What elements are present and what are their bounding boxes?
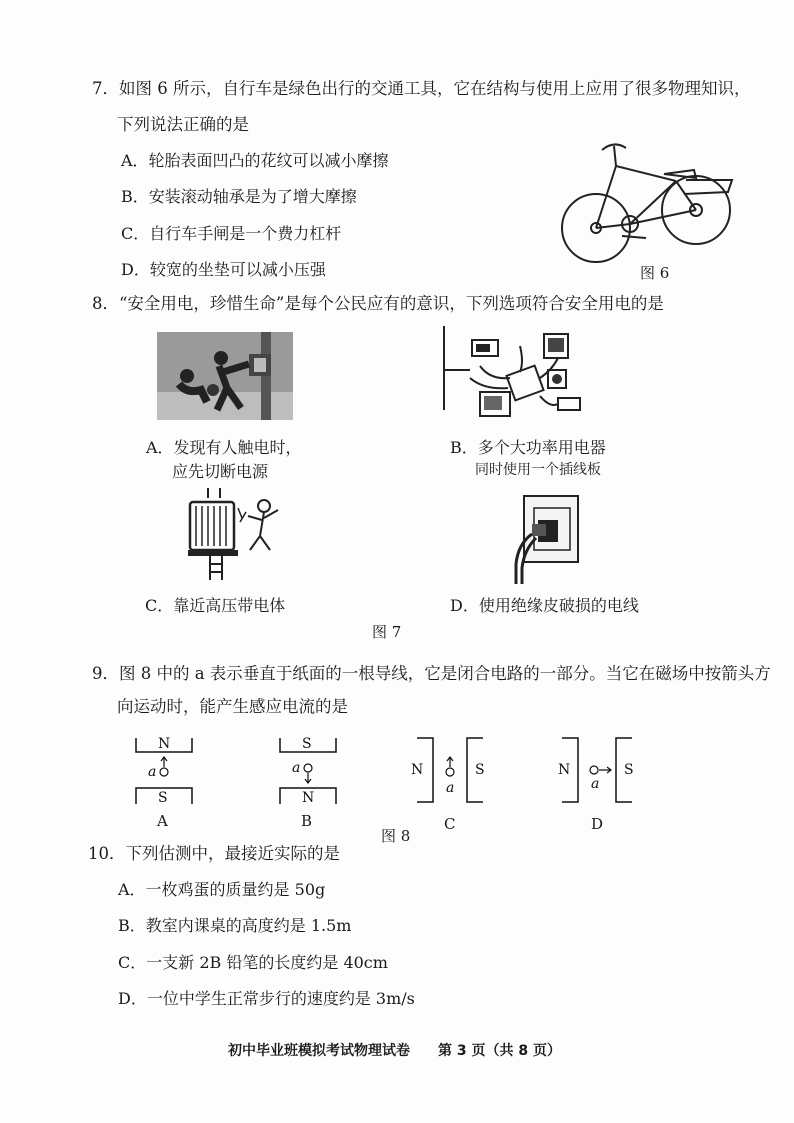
q7-option-b: B．安装滚动轴承是为了增大摩擦 <box>121 187 357 206</box>
q10-option-b: B．教室内课桌的高度约是 1.5m <box>118 916 352 935</box>
magnet-pole-top: S <box>302 736 312 752</box>
magnet-pole-right: S <box>475 762 485 778</box>
wire-label: a <box>446 780 455 796</box>
magnet-pole-bottom: N <box>302 790 315 806</box>
panel-c-label: C <box>444 815 456 833</box>
panel-a-label: A <box>157 812 168 830</box>
damaged-wire-image <box>508 494 582 584</box>
wire-label: a <box>292 760 301 776</box>
bicycle-figure <box>556 136 736 271</box>
footer-page-number: 第 3 页（共 8 页） <box>438 1043 561 1059</box>
magnet-pole-right: S <box>624 762 634 778</box>
q9-stem-line2: 向运动时，能产生感应电流的是 <box>117 697 348 716</box>
q7-stem-line1: 7．如图 6 所示，自行车是绿色出行的交通工具，它在结构与使用上应用了很多物理知识， <box>92 79 751 98</box>
figure-8-caption: 图 8 <box>381 827 411 845</box>
wire-label: a <box>591 776 600 792</box>
high-voltage-image <box>188 488 288 580</box>
q7-option-a: A．轮胎表面凹凸的花纹可以减小摩擦 <box>121 151 389 170</box>
electric-shock-rescue-image <box>157 332 293 420</box>
q8-option-c: C．靠近高压带电体 <box>145 596 286 615</box>
q7-option-d: D．较宽的坐垫可以减小压强 <box>121 260 326 279</box>
q10-stem: 10．下列估测中，最接近实际的是 <box>88 844 340 863</box>
q8-option-a-line1: A．发现有人触电时， <box>146 438 302 457</box>
q10-option-a: A．一枚鸡蛋的质量约是 50g <box>118 880 326 899</box>
magnet-pole-bottom: S <box>158 790 168 806</box>
q8-option-d: D．使用绝缘皮破损的电线 <box>450 596 639 615</box>
q8-stem: 8．“安全用电，珍惜生命”是每个公民应有的意识，下列选项符合安全用电的是 <box>92 294 664 313</box>
figure-6-caption: 图 6 <box>640 264 670 282</box>
figure-7-caption: 图 7 <box>372 623 402 641</box>
magnet-panel-b <box>274 732 342 812</box>
magnet-pole-top: N <box>158 736 171 752</box>
magnet-panel-d <box>556 736 646 808</box>
panel-d-label: D <box>591 815 604 833</box>
q8-option-b-line2: 同时使用一个插线板 <box>475 462 601 478</box>
panel-b-label: B <box>301 812 313 830</box>
q8-option-b-line1: B．多个大功率用电器 <box>450 438 606 457</box>
overloaded-power-strip-image <box>440 326 590 426</box>
q10-option-d: D．一位中学生正常步行的速度约是 3m/s <box>118 989 415 1008</box>
magnet-panel-c <box>405 736 495 808</box>
q10-option-c: C．一支新 2B 铅笔的长度约是 40cm <box>118 953 388 972</box>
wire-label: a <box>148 764 157 780</box>
q7-stem-line2: 下列说法正确的是 <box>117 115 249 134</box>
magnet-pole-left: N <box>558 762 571 778</box>
magnet-panel-a <box>130 732 198 812</box>
q8-option-a-line2: 应先切断电源 <box>172 462 269 481</box>
footer-title: 初中毕业班模拟考试物理试卷 <box>228 1043 410 1059</box>
q9-stem-line1: 9．图 8 中的 a 表示垂直于纸面的一根导线，它是闭合电路的一部分。当它在磁场中按箭头方 <box>92 664 771 683</box>
magnet-pole-left: N <box>411 762 424 778</box>
q7-option-c: C．自行车手闸是一个费力杠杆 <box>121 224 342 243</box>
